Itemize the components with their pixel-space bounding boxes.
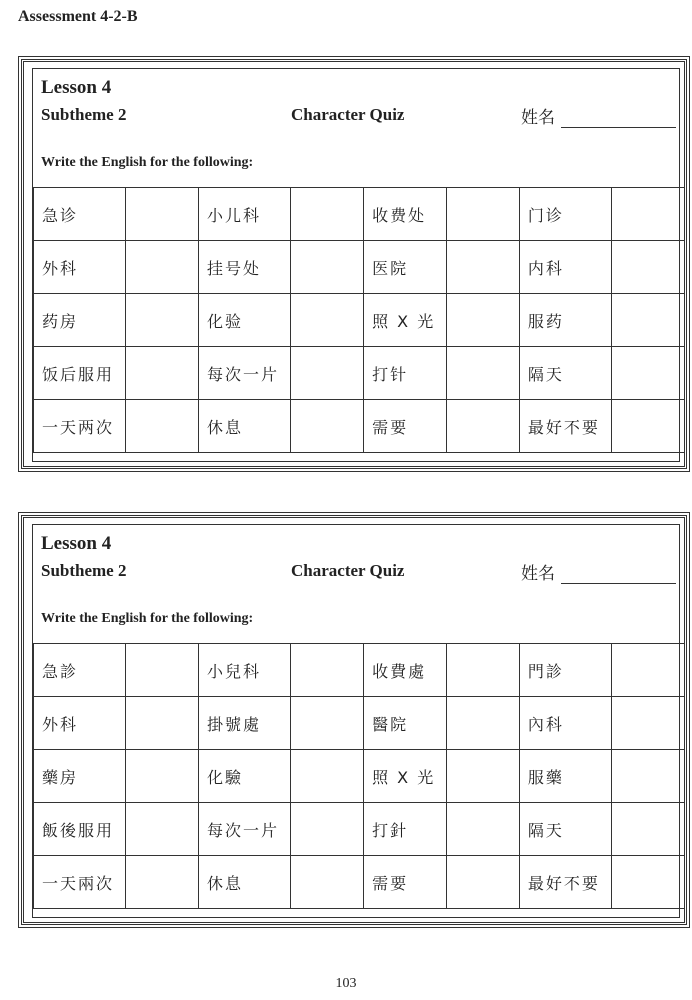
- vocab-cell: 服药: [519, 294, 611, 347]
- answer-cell[interactable]: [612, 347, 685, 400]
- answer-cell[interactable]: [291, 803, 364, 856]
- vocab-cell: 收费处: [364, 188, 447, 241]
- answer-cell[interactable]: [291, 750, 364, 803]
- answer-cell[interactable]: [446, 750, 519, 803]
- vocab-cell: 一天兩次: [34, 856, 126, 909]
- table-row: [34, 188, 685, 241]
- vocab-cell: 掛號處: [199, 697, 291, 750]
- vocab-table: [33, 187, 685, 453]
- answer-cell[interactable]: [291, 400, 364, 453]
- table-row: [34, 697, 685, 750]
- vocab-cell: 飯後服用: [34, 803, 126, 856]
- vocab-cell: 化驗: [199, 750, 291, 803]
- quiz-frame: [21, 515, 687, 925]
- table-row: [34, 400, 685, 453]
- answer-cell[interactable]: [126, 347, 199, 400]
- quiz-title: Character Quiz: [291, 105, 405, 124]
- quiz-body: [32, 524, 680, 918]
- table-row: [34, 241, 685, 294]
- vocab-cell: 照 X 光: [364, 750, 447, 803]
- vocab-cell: 門診: [519, 644, 611, 697]
- name-field[interactable]: [521, 559, 676, 584]
- quiz-title: Character Quiz: [291, 561, 405, 580]
- page-number: 103: [335, 976, 357, 991]
- vocab-cell: 一天两次: [34, 400, 126, 453]
- table-row: [34, 347, 685, 400]
- vocab-cell: 休息: [199, 856, 291, 909]
- lesson-label: Lesson 4: [41, 77, 112, 98]
- answer-cell[interactable]: [446, 347, 519, 400]
- answer-cell[interactable]: [446, 188, 519, 241]
- vocab-cell: 隔天: [519, 347, 611, 400]
- vocab-cell: 化验: [199, 294, 291, 347]
- lesson-label: Lesson 4: [41, 533, 112, 554]
- answer-cell[interactable]: [291, 856, 364, 909]
- vocab-cell: 门诊: [519, 188, 611, 241]
- vocab-cell: 每次一片: [199, 347, 291, 400]
- vocab-cell: 收費處: [364, 644, 447, 697]
- vocab-cell: 内科: [519, 241, 611, 294]
- vocab-cell: 小兒科: [199, 644, 291, 697]
- answer-cell[interactable]: [612, 241, 685, 294]
- answer-cell[interactable]: [446, 803, 519, 856]
- answer-cell[interactable]: [126, 856, 199, 909]
- vocab-cell: 內科: [519, 697, 611, 750]
- answer-cell[interactable]: [291, 697, 364, 750]
- vocab-cell: 醫院: [364, 697, 447, 750]
- quiz-card-traditional: [18, 512, 690, 928]
- answer-cell[interactable]: [612, 400, 685, 453]
- answer-cell[interactable]: [446, 697, 519, 750]
- instruction-text: Write the English for the following:: [41, 611, 254, 626]
- answer-cell[interactable]: [446, 400, 519, 453]
- answer-cell[interactable]: [126, 750, 199, 803]
- table-row: [34, 294, 685, 347]
- vocab-cell: 需要: [364, 400, 447, 453]
- vocab-table: [33, 643, 685, 909]
- vocab-cell: 外科: [34, 697, 126, 750]
- answer-cell[interactable]: [612, 294, 685, 347]
- table-row: [34, 856, 685, 909]
- vocab-cell: 休息: [199, 400, 291, 453]
- answer-cell[interactable]: [612, 803, 685, 856]
- answer-cell[interactable]: [612, 697, 685, 750]
- answer-cell[interactable]: [612, 188, 685, 241]
- name-field[interactable]: [521, 103, 676, 128]
- vocab-cell: 饭后服用: [34, 347, 126, 400]
- vocab-cell: 急診: [34, 644, 126, 697]
- table-row: [34, 803, 685, 856]
- answer-cell[interactable]: [126, 697, 199, 750]
- answer-cell[interactable]: [126, 241, 199, 294]
- name-blank-line[interactable]: [561, 565, 676, 584]
- vocab-cell: 小儿科: [199, 188, 291, 241]
- vocab-cell: 打针: [364, 347, 447, 400]
- instruction-text: Write the English for the following:: [41, 155, 254, 170]
- vocab-cell: 挂号处: [199, 241, 291, 294]
- vocab-cell: 急诊: [34, 188, 126, 241]
- answer-cell[interactable]: [126, 400, 199, 453]
- answer-cell[interactable]: [612, 856, 685, 909]
- answer-cell[interactable]: [291, 644, 364, 697]
- vocab-cell: 每次一片: [199, 803, 291, 856]
- vocab-cell: 打針: [364, 803, 447, 856]
- answer-cell[interactable]: [126, 803, 199, 856]
- answer-cell[interactable]: [126, 294, 199, 347]
- answer-cell[interactable]: [291, 188, 364, 241]
- assessment-title: Assessment 4-2-B: [18, 8, 138, 25]
- vocab-cell: 外科: [34, 241, 126, 294]
- vocab-cell: 照 X 光: [364, 294, 447, 347]
- answer-cell[interactable]: [612, 750, 685, 803]
- vocab-cell: 最好不要: [519, 400, 611, 453]
- vocab-cell: 服藥: [519, 750, 611, 803]
- subtheme-label: Subtheme 2: [41, 561, 127, 580]
- answer-cell[interactable]: [291, 294, 364, 347]
- vocab-cell: 医院: [364, 241, 447, 294]
- answer-cell[interactable]: [446, 856, 519, 909]
- table-row: [34, 750, 685, 803]
- name-label: 姓名: [521, 564, 555, 583]
- answer-cell[interactable]: [612, 644, 685, 697]
- name-label: 姓名: [521, 108, 555, 127]
- answer-cell[interactable]: [446, 644, 519, 697]
- vocab-cell: 最好不要: [519, 856, 611, 909]
- vocab-cell: 药房: [34, 294, 126, 347]
- quiz-card-simplified: [18, 56, 690, 472]
- answer-cell[interactable]: [291, 241, 364, 294]
- quiz-body: [32, 68, 680, 462]
- answer-cell[interactable]: [126, 188, 199, 241]
- answer-cell[interactable]: [446, 294, 519, 347]
- answer-cell[interactable]: [126, 644, 199, 697]
- answer-cell[interactable]: [446, 241, 519, 294]
- vocab-cell: 隔天: [519, 803, 611, 856]
- quiz-frame: [21, 59, 687, 469]
- vocab-cell: 需要: [364, 856, 447, 909]
- name-blank-line[interactable]: [561, 109, 676, 128]
- table-row: [34, 644, 685, 697]
- subtheme-label: Subtheme 2: [41, 105, 127, 124]
- vocab-cell: 藥房: [34, 750, 126, 803]
- answer-cell[interactable]: [291, 347, 364, 400]
